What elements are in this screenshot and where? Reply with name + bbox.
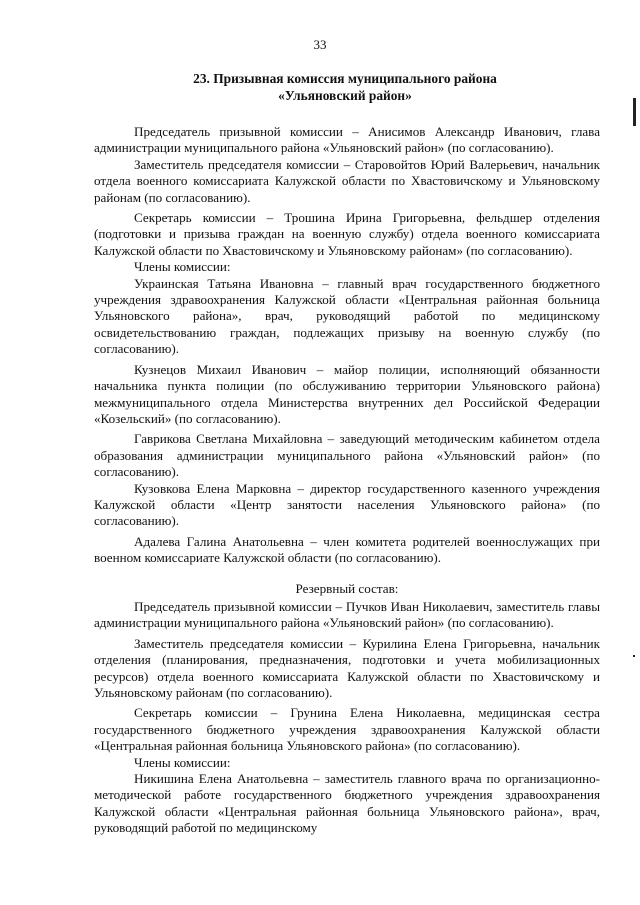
section-title <box>90 70 600 104</box>
scan-margin-dot <box>633 655 635 657</box>
members-heading: Члены комиссии: <box>134 259 231 275</box>
paragraph-member-1: Украинская Татьяна Ивановна – главный врач государственного бюджетного учреждения здравоохранения Калужской области «Центральная районная больница Ульяновского района», врач, руководящий работой по медицинскому освидетельствованию граждан, подлежащих призыву на военную службу (по согласованию). <box>94 275 600 357</box>
paragraph-reserve-chairman: Председатель призывной комиссии – Пучков Иван Николаевич, заместитель главы администрации муниципального района «Ульяновский район» (по согласованию). <box>94 598 600 631</box>
scan-margin-mark <box>633 98 636 126</box>
paragraph-chairman: Председатель призывной комиссии – Анисимов Александр Иванович, глава администрации муниципального района «Ульяновский район» (по согласованию). <box>94 124 600 156</box>
paragraph-reserve-secretary: Секретарь комиссии – Грунина Елена Николаевна, медицинская сестра государственного бюджетного учреждения здравоохранения Калужской области «Центральная районная больница Ульяновского района» (по согласованию). <box>94 705 600 754</box>
paragraph-reserve-deputy: Заместитель председателя комиссии – Курилина Елена Григорьевна, начальник отделения (планирования, предназначения, подготовки и учета мобилизационных ресурсов) отдела военного комиссариата Калужской области по Хвастовичскому и Ульяновскому районам (по согласованию). <box>94 635 600 700</box>
paragraph-member-5: Адалева Галина Анатольевна – член комитета родителей военнослужащих при военном комиссариате Калужской области (по согласованию). <box>94 533 600 566</box>
section-title-line-2: «Ульяновский район» <box>278 88 412 103</box>
paragraph-deputy: Заместитель председателя комиссии – Старовойтов Юрий Валерьевич, начальник отдела военного комиссариата Калужской области по Хвастовичскому и Ульяновскому районам (по согласованию). <box>94 156 600 205</box>
paragraph-member-3: Гаврикова Светлана Михайловна – заведующий методическим кабинетом отдела образования администрации муниципального района «Ульяновский район» (по согласованию). <box>94 431 600 480</box>
paragraph-secretary: Секретарь комиссии – Трошина Ирина Григорьевна, фельдшер отделения (подготовки и призыва граждан на военную службу) отдела военного комиссариата Калужской области по Хвастовичскому и Ульяновскому районам» (по согласованию). <box>94 210 600 258</box>
reserve-members-heading: Члены комиссии: <box>134 754 231 770</box>
document-body <box>94 124 600 837</box>
paragraph-member-2: Кузнецов Михаил Иванович – майор полиции, исполняющий обязанности начальника пункта полиции (по обслуживанию территории Ульяновского района) межмуниципального отдела Министерства внутренних дел Российской Федерации «Козельский» (по согласованию). <box>94 361 600 426</box>
reserve-heading: Резервный состав: <box>295 580 399 596</box>
section-title-line-1: 23. Призывная комиссия муниципального района <box>193 71 497 86</box>
page-number: 33 <box>313 37 327 52</box>
paragraph-reserve-member-1: Никишина Елена Анатольевна – заместитель главного врача по организационно-методической работе государственного бюджетного учреждения здравоохранения Калужской области «Центральная районная больница Ульяновского района», врач, руководящий работой по медицинскому <box>94 771 600 836</box>
paragraph-member-4: Кузовкова Елена Марковна – директор государственного казенного учреждения Калужской области «Центр занятости населения Ульяновского района» (по согласованию). <box>94 480 600 529</box>
